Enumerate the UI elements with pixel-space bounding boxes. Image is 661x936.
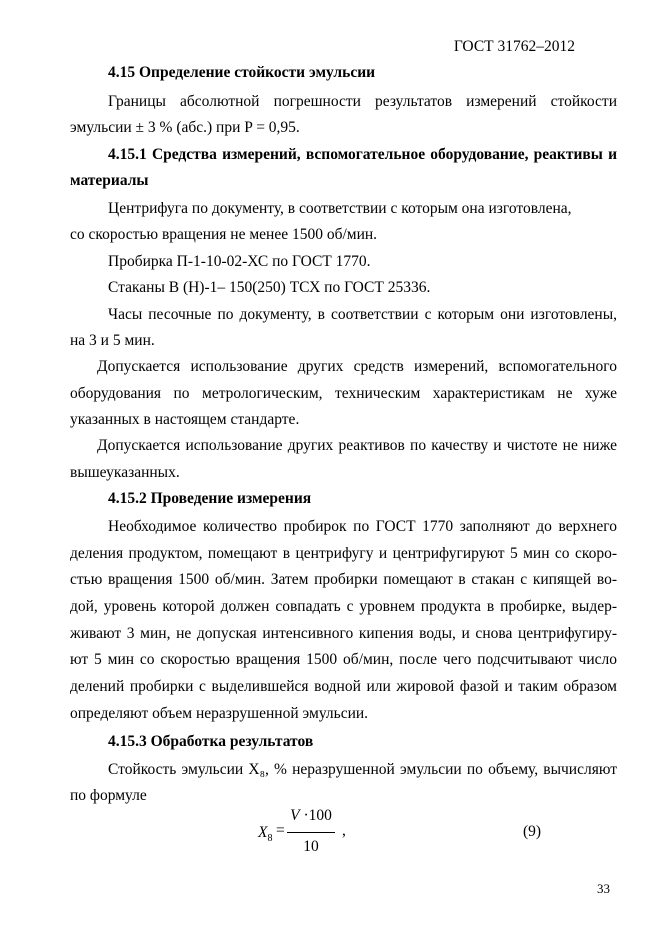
paragraph-line: на 3 и 5 мин. <box>70 332 155 349</box>
paragraph-line: эмульсии ± 3 % (абс.) при P = 0,95. <box>70 119 300 136</box>
fraction-bar <box>287 832 335 833</box>
standard-header: ГОСТ 31762–2012 <box>453 38 575 55</box>
paragraph-line: Стаканы В (Н)-1– 150(250) ТСХ по ГОСТ 25336. <box>108 279 431 296</box>
paragraph-line: деления продуктом, помещают в центрифугу и центрифугируют 5 мин со скоро- <box>70 545 617 562</box>
paragraph-line: Границы абсолютной погрешности результатов измерений стойкости <box>108 93 617 110</box>
paragraph-line: указанных в настоящем стандарте. <box>70 411 300 428</box>
paragraph-line: стью вращения 1500 об/мин. Затем пробирки помещают в стакан с кипящей во- <box>70 571 617 588</box>
equation-number: (9) <box>523 823 542 840</box>
formula-denominator: 10 <box>303 838 319 855</box>
paragraph-line: Допускается использование других реактивов по качеству и чистоте не ниже <box>97 437 617 454</box>
section-4-15-2-title: 4.15.2 Проведение измерения <box>108 490 312 507</box>
paragraph-line: ют 5 мин со скоростью вращения 1500 об/мин, после чего подсчитывают число <box>70 651 617 668</box>
paragraph-line: Стойкость эмульсии X₈, % неразрушенной эмульсии по объему, вычисляют <box>108 761 617 778</box>
formula-comma: , <box>342 822 346 839</box>
paragraph-line: делений пробирки с выделившейся водной или жировой фазой и таким образом <box>70 678 617 695</box>
page-number: 33 <box>597 881 610 896</box>
formula-lhs: $X_8$ <box>258 824 273 845</box>
paragraph-line: живают 3 мин, не допуская интенсивного кипения воды, и снова центрифугиру- <box>70 625 617 642</box>
paragraph-line: дой, уровень которой должен совпадать с уровнем продукта в пробирке, выдер- <box>70 598 617 615</box>
paragraph-line: определяют объем неразрушенной эмульсии. <box>70 705 369 722</box>
section-4-15-1-title: 4.15.1 Средства измерений, вспомогательное оборудование, реактивы и <box>108 146 617 163</box>
section-4-15-3-title: 4.15.3 Обработка результатов <box>108 733 314 750</box>
formula-numerator: V ·100 <box>290 807 332 824</box>
section-4-15-1-title-cont: материалы <box>70 172 149 189</box>
paragraph-line: Допускается использование других средств измерений, вспомогательного <box>97 358 617 375</box>
paragraph-line: Необходимое количество пробирок по ГОСТ 1770 заполняют до верхнего <box>108 518 617 535</box>
paragraph-line: Центрифуга по документу, в соответствии с которым она изготовлена, <box>108 200 572 217</box>
formula-equals: = <box>276 822 285 839</box>
paragraph-line: оборудования по метрологическим, техническим характеристикам не хуже <box>70 385 617 402</box>
paragraph-line: Часы песочные по документу, в соответствии с которым они изготовлены, <box>108 306 617 323</box>
paragraph-line: Пробирка П-1-10-02-ХС по ГОСТ 1770. <box>108 253 371 270</box>
section-4-15-title: 4.15 Определение стойкости эмульсии <box>108 64 376 81</box>
paragraph-line: вышеуказанных. <box>70 464 180 481</box>
paragraph-line: по формуле <box>70 787 147 804</box>
paragraph-line: со скоростью вращения не менее 1500 об/мин. <box>70 226 378 243</box>
